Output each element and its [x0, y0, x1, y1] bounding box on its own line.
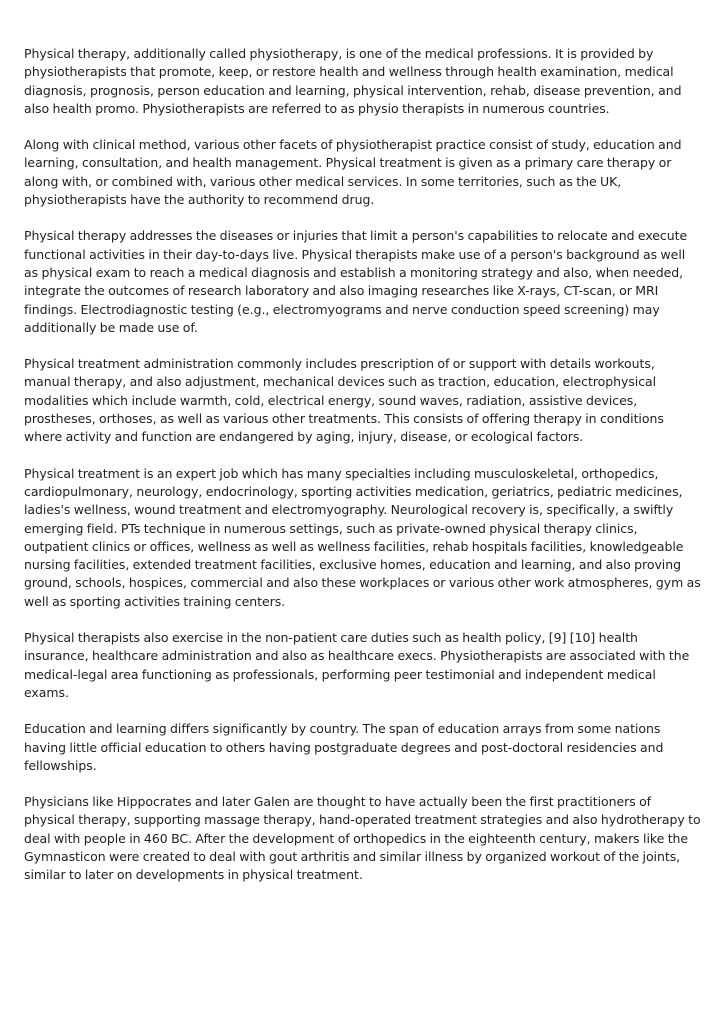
paragraph-practice: Along with clinical method, various other facets of physiotherapist practice consist of study, education and learning, consultation, and health management. Physical treatment is given as a primary care therapy or along with, or combined with, various other medical services. In some territories, such as the UK, physiotherapists have the authority to recommend drug.: [24, 137, 682, 208]
paragraph-non-patient-care: Physical therapists also exercise in the non-patient care duties such as health policy, [9] [10] health insurance, healthcare administration and also as healthcare execs. Physiotherapists are associated with the medical-legal area functioning as professionals, performing peer testimonial and independent medical exams.: [24, 630, 690, 700]
paragraph-specialties: Physical treatment is an expert job which has many specialties including musculoskeletal, orthopedics, cardiopulmonary, neurology, endocrinology, sporting activities medication, geriatrics, pediatric medicines, ladies's wellness, wound treatment and electromyography. Neurological recovery is, specifically, a swiftly emerging field. PTs technique in numerous settings, such as private-owned physical therapy clinics, outpatient clinics or offices, wellness as well as wellness facilities, rehab hospitals facilities, knowledgeable nursing facilities, extended treatment facilities, exclusive homes, education and learning, and also proving ground, schools, hospices, commercial and also these workplaces or various other work atmospheres, gym as well as sporting activities training centers.: [24, 465, 701, 609]
paragraph-diagnosis: Physical therapy addresses the diseases or injuries that limit a person's capabilities to relocate and execute functional activities in their day-to-days live. Physical therapists make use of a person's background as well as physical exam to reach a medical diagnosis and establish a monitoring strategy and also, when needed, integrate the outcomes of research laboratory and also imaging researches like X-rays, CT-scan, or MRI findings. Electrodiagnostic testing (e.g., electromyograms and nerve conduction speed screening) may additionally be made use of.: [24, 228, 688, 335]
paragraph-intro: Physical therapy, additionally called physiotherapy, is one of the medical professions. It is provided by physiotherapists that promote, keep, or restore health and wellness through health examination, medical diagnosis, prognosis, person education and learning, physical intervention, rehab, disease prevention, and also health promo. Physiotherapists are referred to as physio therapists in numerous countries.: [24, 46, 682, 116]
paragraph-history: Physicians like Hippocrates and later Galen are thought to have actually been the first practitioners of physical therapy, supporting massage therapy, hand-operated treatment strategies and also hydrotherapy to deal with people in 460 BC. After the development of orthopedics in the eighteenth century, makers like the Gymnasticon were created to deal with gout arthritis and similar illness by organized workout of the joints, similar to later on developments in physical treatment.: [24, 794, 701, 883]
paragraph-administration: Physical treatment administration commonly includes prescription of or support with details workouts, manual therapy, and also adjustment, mechanical devices such as traction, education, electrophysical modalities which include warmth, cold, electrical energy, sound waves, radiation, assistive devices, prostheses, orthoses, as well as various other treatments. This consists of offering therapy in conditions where activity and function are endangered by aging, injury, disease, or ecological factors.: [24, 356, 664, 445]
article-body: [24, 45, 702, 885]
paragraph-education: Education and learning differs significantly by country. The span of education arrays from some nations having little official education to others having postgraduate degrees and post-doctoral residencies and fellowships.: [24, 721, 664, 773]
